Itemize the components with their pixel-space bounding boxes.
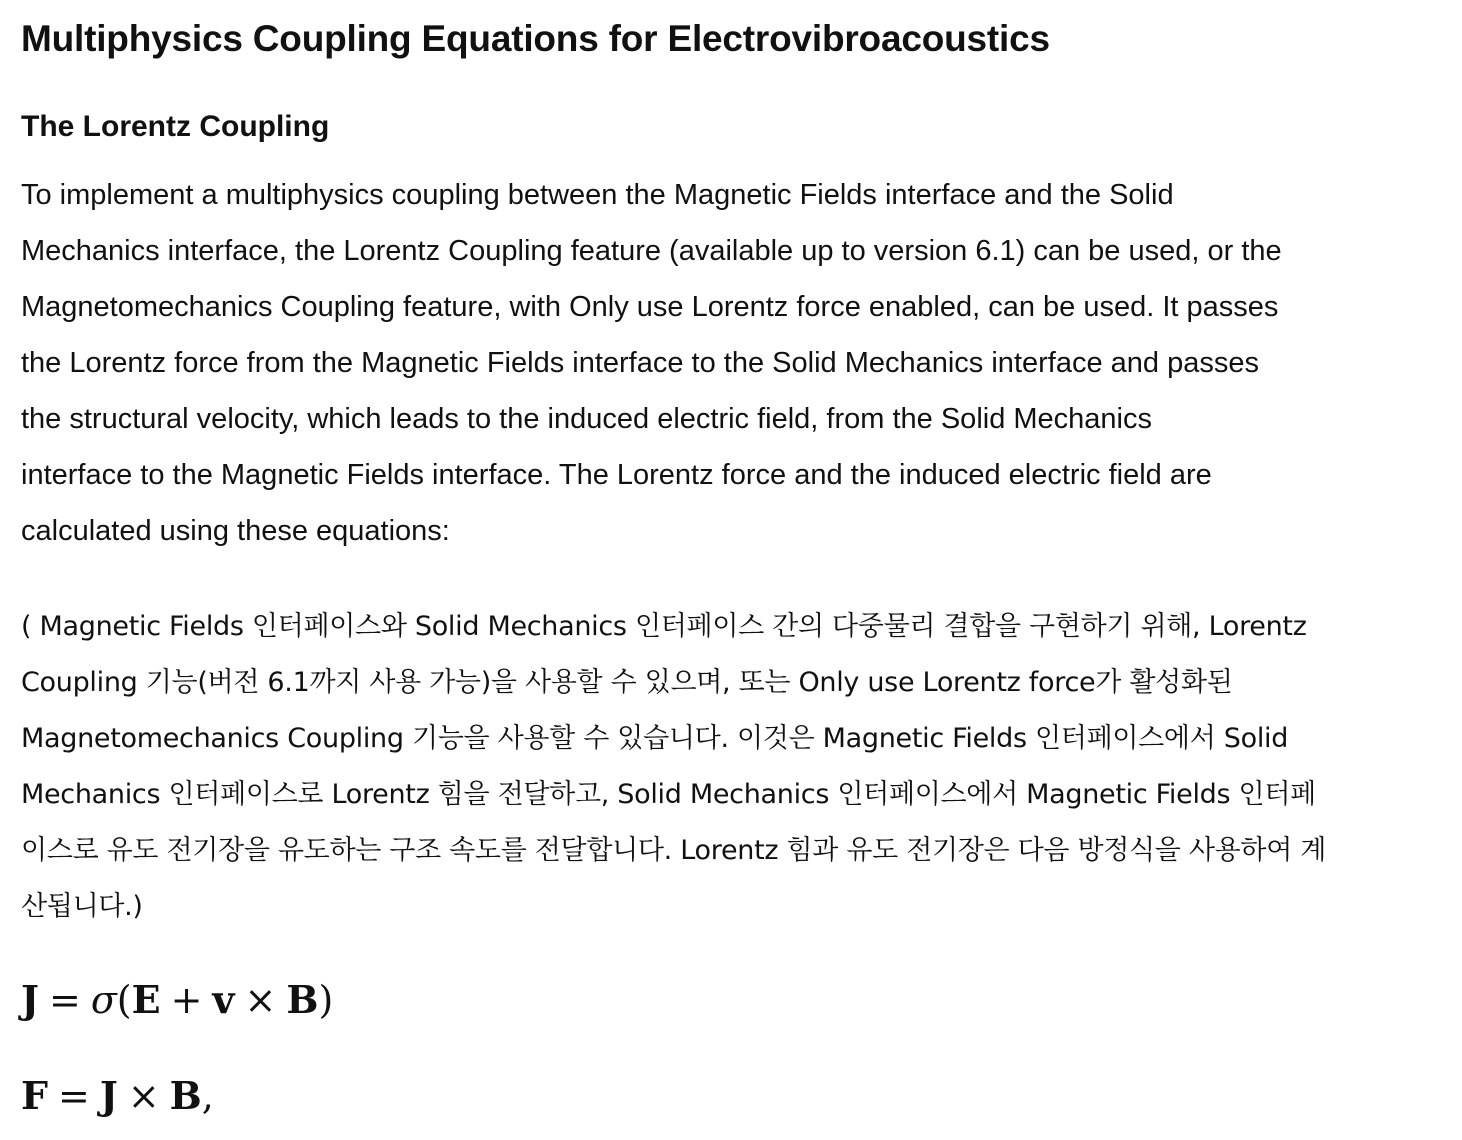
paragraph-line: 산됩니다.) [21,891,143,922]
equation-equals: = [48,978,81,1022]
equation-open-paren: ( [116,978,132,1022]
equation-symbol-v: v [212,977,235,1022]
page-title: Multiphysics Coupling Equations for Electrovibroacoustics [21,18,1050,59]
equation-symbol-b: B [169,1073,202,1118]
paragraph-line: Magnetomechanics Coupling 기능을 사용할 수 있습니다. 이것은 Magnetic Fields 인터페이스에서 Solid [21,723,1289,754]
equation-symbol-sigma: σ [90,978,117,1022]
equation-symbol-e: E [131,977,161,1022]
paragraph-line: 이스로 유도 전기장을 유도하는 구조 속도를 전달합니다. Lorentz 힘과 유도 전기장은 다음 방정식을 사용하여 계 [21,835,1327,866]
paragraph-line: ( Magnetic Fields 인터페이스와 Solid Mechanics 인터페이스 간의 다중물리 결합을 구현하기 위해, Lorentz [21,611,1307,642]
paragraph-line: Mechanics 인터페이스로 Lorentz 힘을 전달하고, Solid Mechanics 인터페이스에서 Magnetic Fields 인터페 [21,779,1316,810]
korean-paragraph [21,599,1439,935]
paragraph-line: the structural velocity, which leads to the induced electric field, from the Solid Mechanics [21,403,1152,435]
paragraph-line: calculated using these equations: [21,515,450,547]
equation-close-paren: ) [318,978,334,1022]
equation-symbol-j: J [99,1073,118,1118]
equation-symbol-j: J [21,977,39,1022]
equation-comma: , [201,1074,214,1118]
english-paragraph [21,167,1439,559]
lorentz-force-equation [21,1066,214,1126]
equation-times: × [127,1074,160,1118]
paragraph-line: Magnetomechanics Coupling feature, with Only use Lorentz force enabled, can be used. It passes [21,291,1279,323]
equation-plus: + [170,978,203,1022]
equation-symbol-b: B [286,977,319,1022]
paragraph-line: Mechanics interface, the Lorentz Coupling feature (available up to version 6.1) can be used, or the [21,235,1282,267]
equation-symbol-f: F [21,1073,48,1118]
paragraph-line: interface to the Magnetic Fields interface. The Lorentz force and the induced electric field are [21,459,1212,491]
paragraph-line: Coupling 기능(버전 6.1까지 사용 가능)을 사용할 수 있으며, 또는 Only use Lorentz force가 활성화된 [21,667,1233,698]
equation-equals: = [57,1074,90,1118]
section-title: The Lorentz Coupling [21,110,330,143]
equation-times: × [244,978,277,1022]
paragraph-line: To implement a multiphysics coupling between the Magnetic Fields interface and the Solid [21,179,1174,211]
paragraph-line: the Lorentz force from the Magnetic Fields interface to the Solid Mechanics interface and passes [21,347,1259,379]
current-density-equation [21,970,333,1030]
